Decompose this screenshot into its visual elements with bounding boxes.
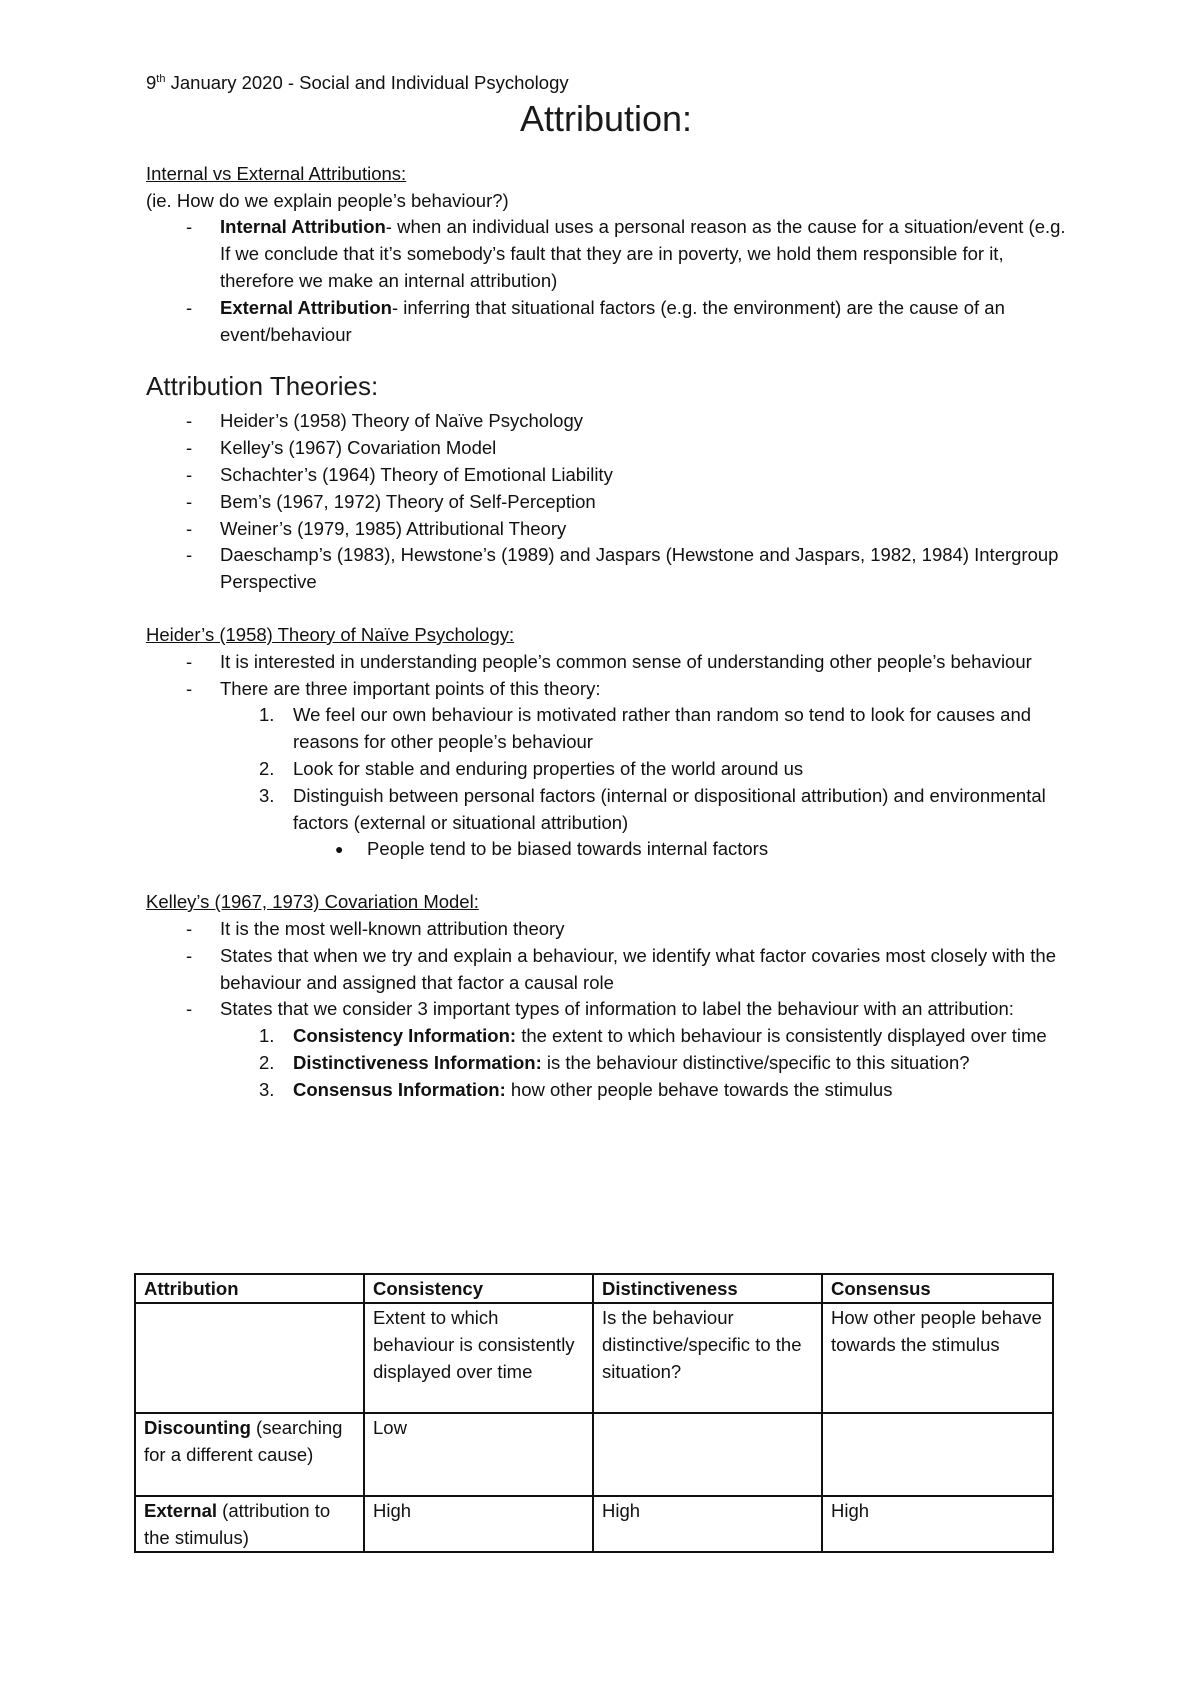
header-day-suffix: th — [156, 73, 166, 85]
term-external-attribution: External Attribution — [220, 296, 392, 318]
table-cell: Is the behaviour distinctive/specific to the situation? — [593, 1303, 822, 1413]
theory-item: Schachter’s (1964) Theory of Emotional Liability — [220, 463, 613, 485]
info-term: Consistency Information: — [293, 1025, 517, 1047]
table-cell: Extent to which behaviour is consistently displayed over time — [364, 1303, 593, 1413]
row-label-detail: (attribution to the stimulus) — [144, 1500, 331, 1548]
list-item: - External Attribution- inferring that situational factors (e.g. the environment) are the cause of an event/behaviour — [186, 296, 1005, 345]
table-header-cell: Consistency — [364, 1274, 593, 1303]
list-item: - Bem’s (1967, 1972) Theory of Self-Perception — [186, 490, 596, 512]
kelley-numbered-list — [219, 1023, 1066, 1103]
heider-list — [146, 649, 1066, 863]
kelley-point: States that we consider 3 important types of information to label the behaviour with an attribution: — [220, 998, 1014, 1020]
row-label-detail: (searching for a different cause) — [144, 1417, 343, 1465]
table-header-cell: Consensus — [822, 1274, 1053, 1303]
theory-item: Kelley’s (1967) Covariation Model — [220, 437, 497, 459]
list-item: 1. Consistency Information: the extent to which behaviour is consistently displayed over time — [259, 1025, 1047, 1047]
list-item: - States that we consider 3 important types of information to label the behaviour with an attribution: 1. Consistency Information: the extent to which behaviour is consistently displayed over time 2. Distinctiveness Information: is the behaviour distinctive/specific to this situation? 3. Consensus Information: how other people behave towards the stimulus — [146, 996, 1066, 1103]
term-internal-attribution: Internal Attribution — [220, 216, 386, 238]
internal-external-intro: (ie. How do we explain people’s behaviour?) — [146, 189, 509, 211]
page-title: Attribution: — [519, 97, 693, 139]
row-label: Discounting — [144, 1417, 251, 1438]
document-page — [146, 70, 1066, 1104]
internal-external-heading: Internal vs External Attributions: — [146, 162, 407, 184]
table-row-header — [135, 1413, 364, 1496]
table-cell — [822, 1413, 1053, 1496]
list-item: - There are three important points of this theory: 1. We feel our own behaviour is motivated rather than random so tend to look for causes and reasons for other people’s behaviour 2. Look for stable and enduring properties of the world around us 3. Distinguish between personal factors (internal or dispositional attribution) and environmental factors (external or situational attribution) ● People tend to be biased towards internal factors — [146, 676, 1066, 864]
sub-bullet-text: People tend to be biased towards internal factors — [367, 838, 769, 860]
list-item: - Weiner’s (1979, 1985) Attributional Theory — [186, 517, 567, 539]
info-text: how other people behave towards the stimulus — [505, 1078, 893, 1100]
list-item: 3. Distinguish between personal factors (internal or dispositional attribution) and environmental factors (external or situational attribution) ● People tend to be biased towards internal factors — [219, 783, 1066, 863]
definition-internal-attribution: - when an individual uses a personal reason as the cause for a situation/event (e.g. If we conclude that it’s somebody’s fault that they are in poverty, we hold them responsible for it, therefore we make an internal attribution) — [220, 216, 1066, 291]
kelley-list — [146, 916, 1066, 1104]
heider-sub-bullets — [293, 836, 1066, 863]
list-item: - Daeschamp’s (1983), Hewstone’s (1989) and Jaspars (Hewstone and Jaspars, 1982, 1984) Intergroup Perspective — [186, 544, 1059, 593]
theory-item: Weiner’s (1979, 1985) Attributional Theory — [220, 517, 567, 539]
info-text: the extent to which behaviour is consistently displayed over time — [516, 1025, 1047, 1047]
heider-numbered-list — [219, 702, 1066, 863]
list-item: - It is interested in understanding people’s common sense of understanding other people’s behaviour — [186, 650, 1032, 672]
theory-item: Bem’s (1967, 1972) Theory of Self-Perception — [220, 490, 596, 512]
table-cell — [135, 1303, 364, 1413]
list-item: - Heider’s (1958) Theory of Naïve Psychology — [186, 410, 583, 432]
table-header-cell: Attribution — [135, 1274, 364, 1303]
heider-point: It is interested in understanding people’s common sense of understanding other people’s behaviour — [220, 650, 1032, 672]
table-cell: How other people behave towards the stimulus — [822, 1303, 1053, 1413]
list-item: - States that when we try and explain a behaviour, we identify what factor covaries most closely with the behaviour and assigned that factor a causal role — [186, 944, 1057, 993]
document-header — [146, 70, 1066, 97]
numbered-point: Look for stable and enduring properties of the world around us — [293, 757, 804, 779]
heider-point: There are three important points of this theory: — [220, 677, 601, 699]
attribution-table — [134, 1273, 1054, 1553]
table-row — [135, 1496, 1053, 1552]
definition-external-attribution: - inferring that situational factors (e.g. the environment) are the cause of an event/behaviour — [220, 296, 1005, 345]
table-cell: High — [364, 1496, 593, 1552]
kelley-point: It is the most well-known attribution theory — [220, 917, 565, 939]
table-cell: High — [822, 1496, 1053, 1552]
kelley-point: States that when we try and explain a behaviour, we identify what factor covaries most closely with the behaviour and assigned that factor a causal role — [220, 944, 1057, 993]
table-cell: High — [593, 1496, 822, 1552]
list-item: - Schachter’s (1964) Theory of Emotional Liability — [186, 463, 613, 485]
list-item: 2. Look for stable and enduring properties of the world around us — [259, 757, 804, 779]
list-item: - Kelley’s (1967) Covariation Model — [186, 437, 497, 459]
theory-item: Daeschamp’s (1983), Hewstone’s (1989) and Jaspars (Hewstone and Jaspars, 1982, 1984) Intergroup Perspective — [220, 544, 1059, 593]
internal-external-list — [146, 214, 1066, 348]
header-day: 9 — [146, 72, 157, 93]
table-header-row — [135, 1274, 1053, 1303]
table-cell: Low — [364, 1413, 593, 1496]
info-term: Distinctiveness Information: — [293, 1051, 542, 1073]
kelley-heading: Kelley’s (1967, 1973) Covariation Model: — [146, 891, 479, 913]
attribution-theories-list — [146, 408, 1066, 596]
list-item: - Internal Attribution- when an individual uses a personal reason as the cause for a situation/event (e.g. If we conclude that it’s somebody’s fault that they are in poverty, we hold them responsible for it, therefore we make an internal attribution) — [186, 216, 1066, 291]
row-label: External — [144, 1500, 218, 1521]
info-text: is the behaviour distinctive/specific to this situation? — [541, 1051, 970, 1073]
list-item: ● People tend to be biased towards internal factors — [335, 838, 769, 860]
attribution-theories-heading: Attribution Theories: — [146, 371, 379, 402]
list-item: 1. We feel our own behaviour is motivated rather than random so tend to look for causes and reasons for other people’s behaviour — [259, 704, 1032, 753]
heider-heading: Heider’s (1958) Theory of Naïve Psychology: — [146, 623, 515, 645]
numbered-point: We feel our own behaviour is motivated rather than random so tend to look for causes and reasons for other people’s behaviour — [293, 704, 1032, 753]
theory-item: Heider’s (1958) Theory of Naïve Psychology — [220, 410, 583, 432]
table-row-header — [135, 1496, 364, 1552]
table-cell — [593, 1413, 822, 1496]
table-row — [135, 1303, 1053, 1413]
list-item: 2. Distinctiveness Information: is the behaviour distinctive/specific to this situation? — [259, 1051, 970, 1073]
list-item: - It is the most well-known attribution theory — [186, 917, 565, 939]
table-row — [135, 1413, 1053, 1496]
list-item: 3. Consensus Information: how other people behave towards the stimulus — [259, 1078, 893, 1100]
header-text: January 2020 - Social and Individual Psychology — [165, 72, 569, 93]
info-term: Consensus Information: — [293, 1078, 506, 1100]
table-header-cell: Distinctiveness — [593, 1274, 822, 1303]
numbered-point: Distinguish between personal factors (internal or dispositional attribution) and environmental factors (external or situational attribution) — [293, 784, 1046, 833]
